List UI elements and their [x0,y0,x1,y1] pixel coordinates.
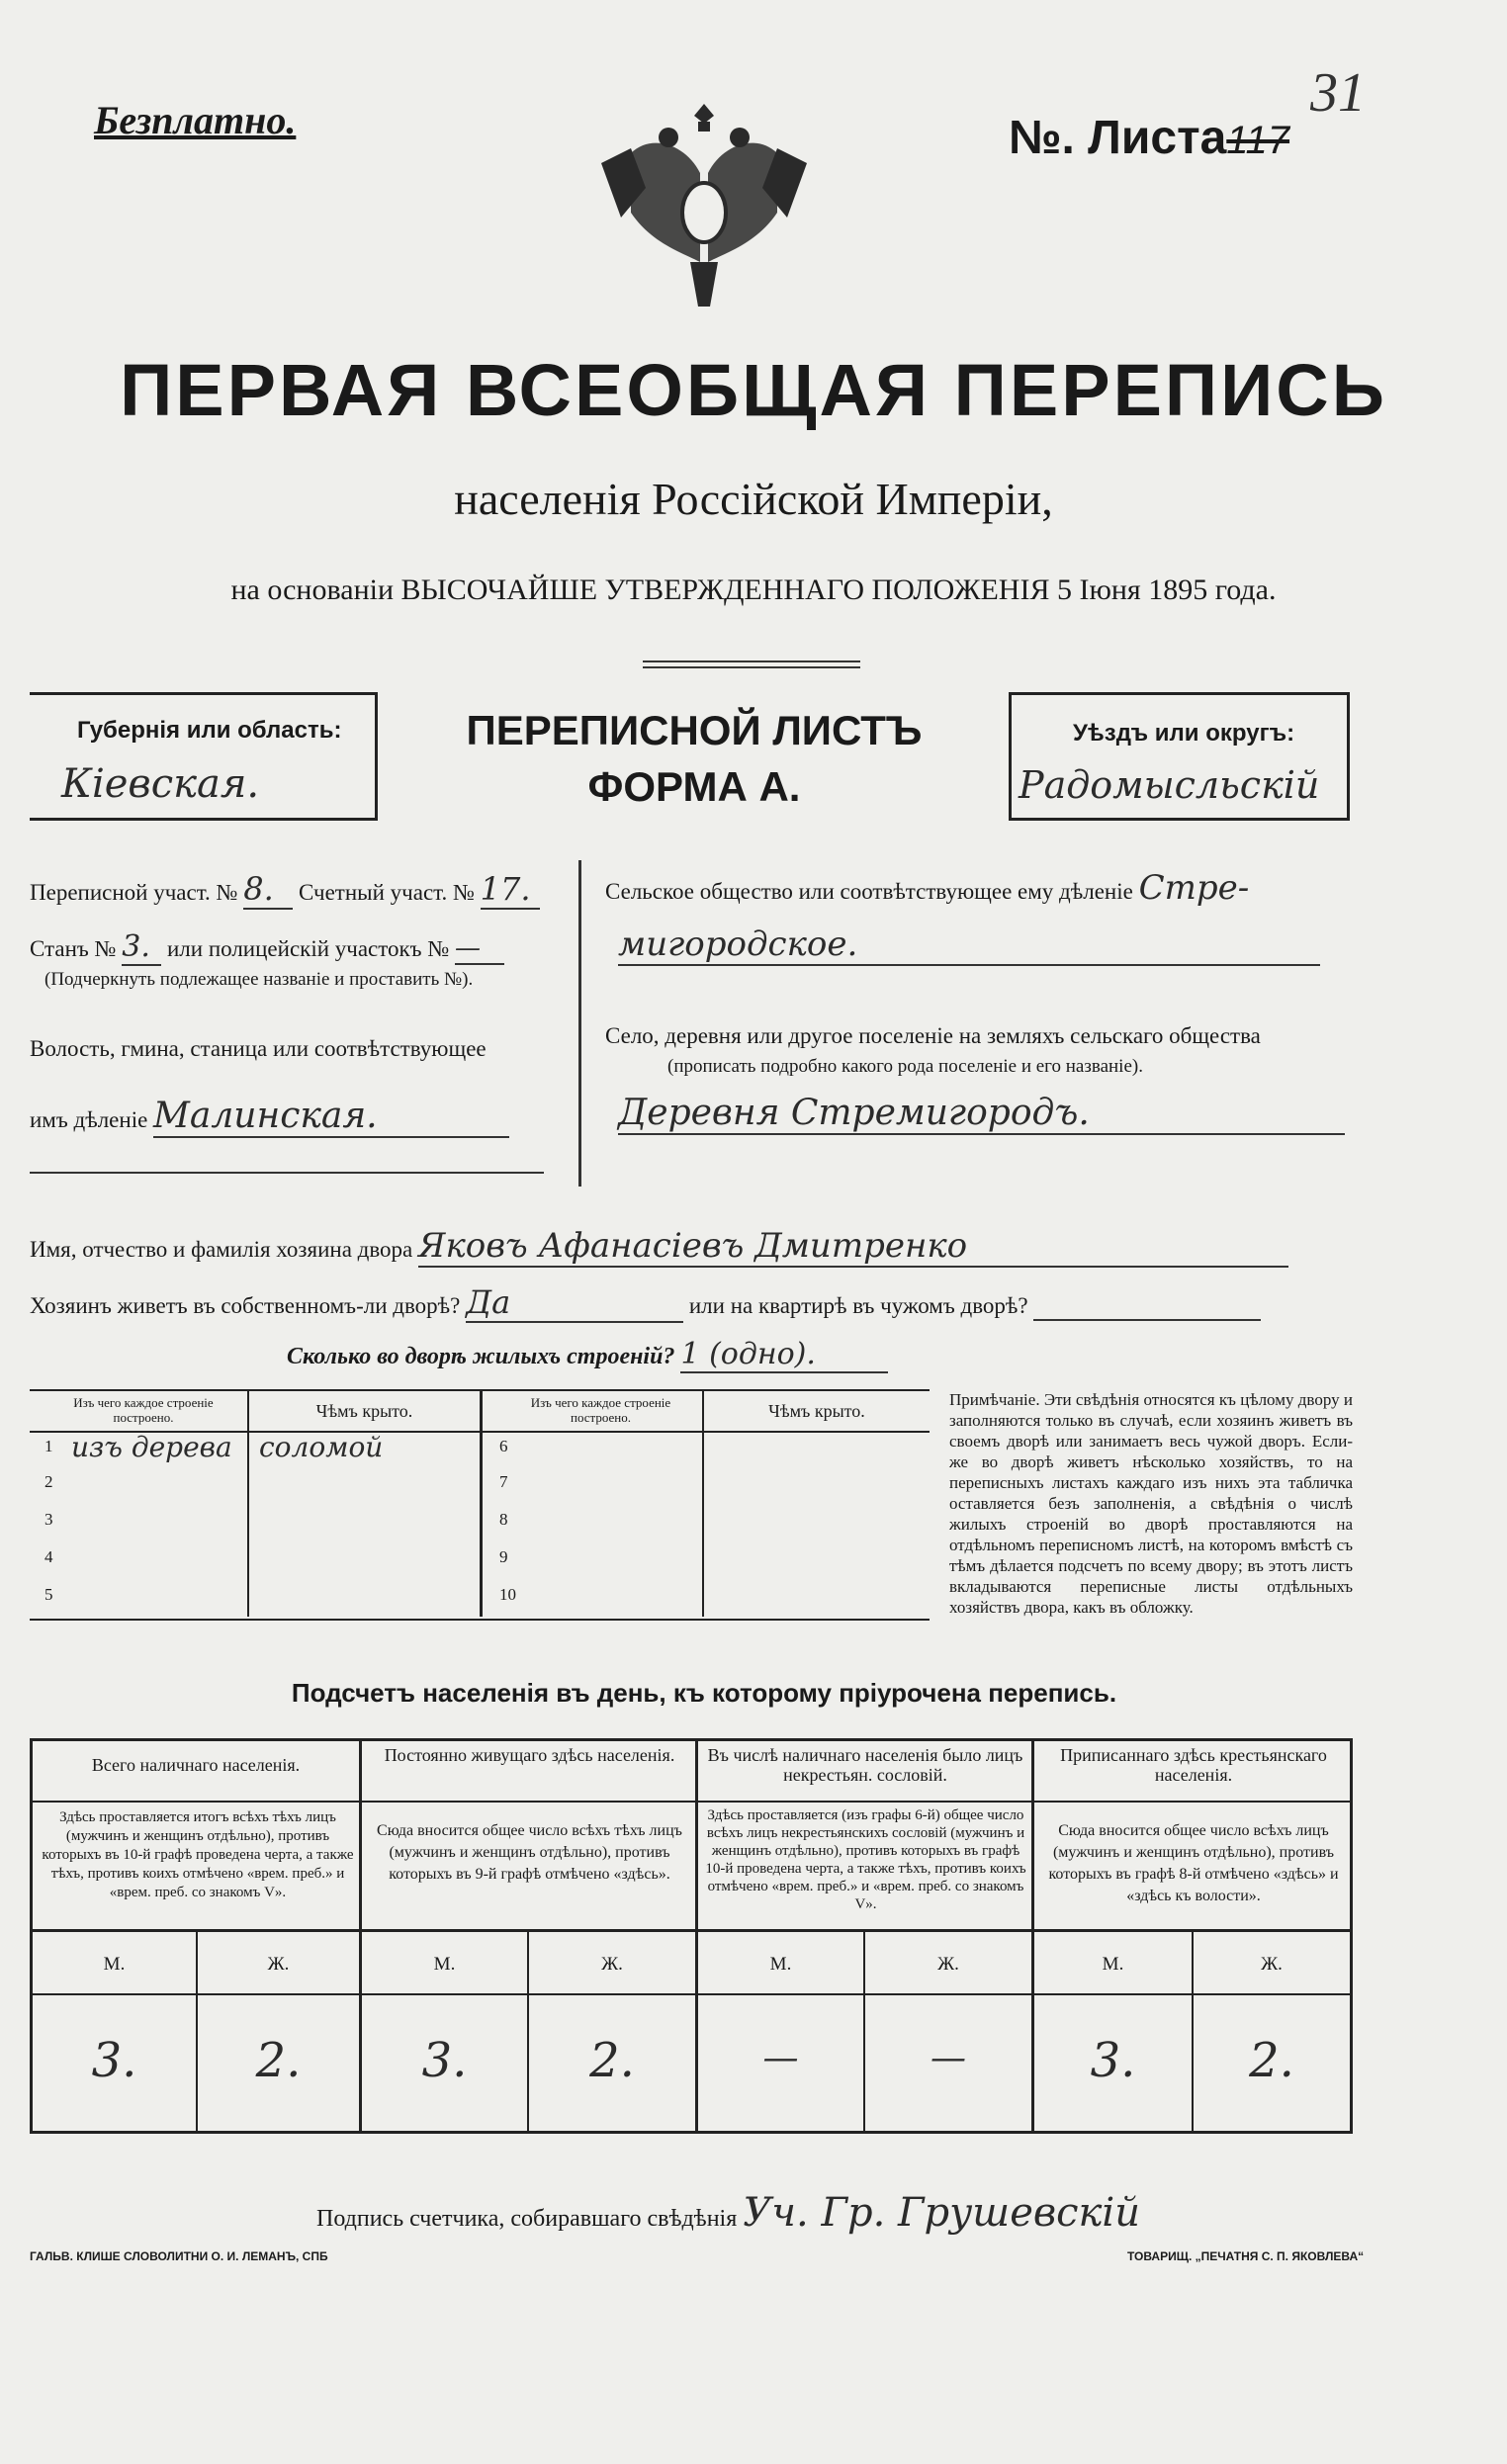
form-type: ФОРМА А. [587,763,801,810]
remark-text: Примѣчаніе. Эти свѣдѣнія относятся къ цѣлому двору и заполняются только въ случаѣ, если хозяинъ живетъ въ своемъ дворѣ или занимаетъ весь чужой дворъ. Если-же во дворѣ живетъ нѣсколько хозяйствъ, то на переписныхъ листахъ каждаго изъ нихъ эта табличка оставляется безъ заполненія, а свѣдѣнія о числѣ жилыхъ строеній во дворѣ проставляются на отдѣльномъ переписномъ листѣ, на которомъ вмѣстѣ съ тѣмъ дѣлается подсчетъ по всему двору; въ этотъ листъ вкладываются переписные листы отдѣльныхъ хозяйствъ двора, какъ въ обложку. [949,1390,1353,1617]
pop-col4-desc: Сюда вносится общее число всѣхъ лицъ (мужчинъ и женщинъ отдѣльно), противъ которыхъ въ графѣ 8-й отмѣчено «здѣсь» и «здѣсь къ волости». [1048,1822,1339,1904]
own-yard-value: Да [466,1283,683,1323]
pop-col2-desc: Сюда вносится общее число всѣхъ тѣхъ лицъ (мужчинъ и женщинъ отдѣльно), противъ которыхъ въ 9-й графѣ отмѣчено «здѣсь». [377,1822,682,1883]
row-num-2: 2 [44,1472,53,1491]
row-num-9: 9 [499,1547,508,1566]
owner-name-label: Имя, отчество и фамилія хозяина двора [30,1237,413,1262]
rent-label: или на квартирѣ въ чужомъ дворѣ? [688,1293,1028,1318]
pop-m-3: М. [769,1954,792,1975]
owner-name-value: Яковъ Афанасіевъ Дмитренко [418,1226,1288,1268]
column-separator [578,860,581,1187]
pop-value-4: 2. [589,2033,635,2088]
pop-m-2: М. [433,1954,456,1975]
footer-right: ТОВАРИЩ. „ПЕЧАТНЯ С. П. ЯКОВЛЕВА“ [1127,2249,1365,2263]
footer-left: ГАЛЬВ. КЛИШЕ СЛОВОЛИТНИ О. И. ЛЕМАНЪ, СПБ [30,2249,328,2263]
district-label: Уѣздъ или округъ: [1073,720,1295,747]
col-material-left: Изъ чего каждое строеніе построено. [73,1395,214,1425]
row1-roof: соломой [259,1431,384,1463]
pop-value-2: 2. [255,2033,302,2088]
census-area-value: 8. [243,870,293,910]
society-row [605,868,1249,908]
row-num-6: 6 [499,1437,508,1455]
police-label: или полицейскій участокъ № [166,936,450,961]
row-num-3: 3 [44,1510,53,1529]
sheet-label-text: №. Листа [1009,112,1227,164]
row-num-8: 8 [499,1510,508,1529]
pop-value-6: — [931,2038,966,2078]
row-num-10: 10 [499,1585,516,1604]
pop-m-1: М. [103,1954,126,1975]
pop-f-4: Ж. [1261,1954,1283,1975]
population-title: Подсчетъ населенія въ день, къ которому пріурочена перепись. [291,1678,1117,1708]
pop-col1-desc: Здѣсь проставляется итогъ всѣхъ тѣхъ лицъ (мужчинъ и женщинъ отдѣльно), противъ которыхъ въ 10-й графѣ проведена черта, а также тѣхъ, противъ коихъ отмѣчено «врем. преб.» и «врем. преб. со знакомъ V». [42,1809,354,1900]
province-value: Кіевская. [61,761,260,807]
stan-value: 3. [122,929,161,966]
count-area-value: 17. [481,870,540,910]
buildings-value: 1 (одно). [680,1337,888,1373]
basis-line: на основаніи ВЫСОЧАЙШЕ УТВЕРЖДЕННАГО ПОЛОЖЕНІЯ 5 Іюня 1895 года. [230,573,1277,606]
pop-value-8: 2. [1249,2033,1294,2088]
volost-row [30,1096,509,1138]
count-area-label: Счетный участ. № [298,880,475,905]
col-roof-right: Чѣмъ крыто. [768,1401,865,1421]
district-value: Радомысльскій [1019,763,1320,807]
ornament-divider [643,660,860,668]
stan-row [30,929,504,966]
pop-value-3: 3. [421,2033,468,2088]
signature-row [316,2190,1178,2236]
pop-col2-head: Постоянно живущаго здѣсь населенія. [384,1745,675,1765]
col-material-right: Изъ чего каждое строеніе построено. [530,1395,671,1425]
buildings-label: Сколько во дворѣ жилыхъ строеній? [287,1344,675,1369]
stan-note: (Подчеркнуть подлежащее названіе и проставить №). [44,969,474,990]
pop-value-5: — [762,2038,799,2078]
pop-m-4: М. [1102,1954,1124,1975]
row1-material: изъ дерева [71,1431,232,1463]
main-title: ПЕРВАЯ ВСЕОБЩАЯ ПЕРЕПИСЬ [120,349,1387,431]
census-area-label: Переписной участ. № [30,880,238,905]
population-table [30,1738,1353,2134]
owner-row [30,1226,1288,1268]
pop-col1-head: Всего наличнаго населенія. [91,1755,301,1775]
village-note: (прописать подробно какого рода поселеніе и его названіе). [667,1056,1143,1077]
pop-value-7: 3. [1090,2033,1136,2088]
row-num-1: 1 [44,1437,53,1455]
row-num-4: 4 [44,1547,53,1566]
col-roof-left: Чѣмъ крыто. [315,1401,413,1421]
pop-f-3: Ж. [937,1954,959,1975]
stan-label: Станъ № [30,936,117,961]
signature-value: Уч. Гр. Грушевскій [743,2190,1140,2236]
sheet-number-label [1009,111,1289,165]
province-label: Губернія или область: [77,717,342,744]
pop-f-2: Ж. [601,1954,623,1975]
village-label: Село, деревня или другое поселеніе на земляхъ сельскаго общества [605,1023,1261,1048]
pop-col3-desc: Здѣсь проставляется (изъ графы 6-й) общее число всѣхъ лицъ некрестьянскихъ сословій (мужчинъ и женщинъ отдѣльно), противъ которыхъ въ графѣ 10-й проведена черта, а также тѣхъ, противъ коихъ отмѣчено «врем. преб.» и «врем. преб. со знакомъ V». [705,1807,1026,1912]
pop-value-1: 3. [91,2033,137,2088]
volost-label-2: имъ дѣленіе [30,1107,148,1132]
row-num-5: 5 [44,1585,53,1604]
village-value: Деревня Стремигородъ. [618,1093,1345,1135]
sheet-number-struck: 117 [1226,119,1290,162]
volost-label: Волость, гмина, станица или соотвѣтствующее [30,1036,487,1061]
volost-value: Малинская. [153,1096,509,1138]
free-label: Безплатно. [94,98,297,142]
own-yard-row [30,1283,1261,1323]
volost-underline [30,1172,544,1174]
buildings-row [287,1337,888,1373]
signature-label: Подпись счетчика, собиравшаго свѣдѣнія [316,2206,738,2232]
pop-col4-head: Приписаннаго здѣсь крестьянскаго населенія. [1060,1745,1327,1785]
own-yard-label: Хозяинъ живетъ въ собственномъ-ли дворѣ? [30,1293,461,1318]
society-label: Сельское общество или соотвѣтствующее ему дѣленіе [605,879,1133,904]
pop-f-1: Ж. [267,1954,290,1975]
coat-of-arms-icon [591,94,817,316]
pop-col3-head: Въ числѣ наличнаго населенія было лицъ некрестьян. сословій. [707,1745,1023,1785]
society-value-2: мигородское. [618,924,1320,966]
buildings-table [30,1389,930,1621]
row-num-7: 7 [499,1472,508,1491]
page-number: 31 [1310,62,1366,124]
rent-value-line [1033,1293,1261,1321]
police-value: — [455,933,504,965]
subtitle: населенія Россійской Имперіи, [454,474,1053,524]
form-name: ПЕРЕПИСНОЙ ЛИСТЪ [466,707,923,753]
census-area-row [30,870,540,910]
society-value-1: Стре- [1138,868,1250,908]
